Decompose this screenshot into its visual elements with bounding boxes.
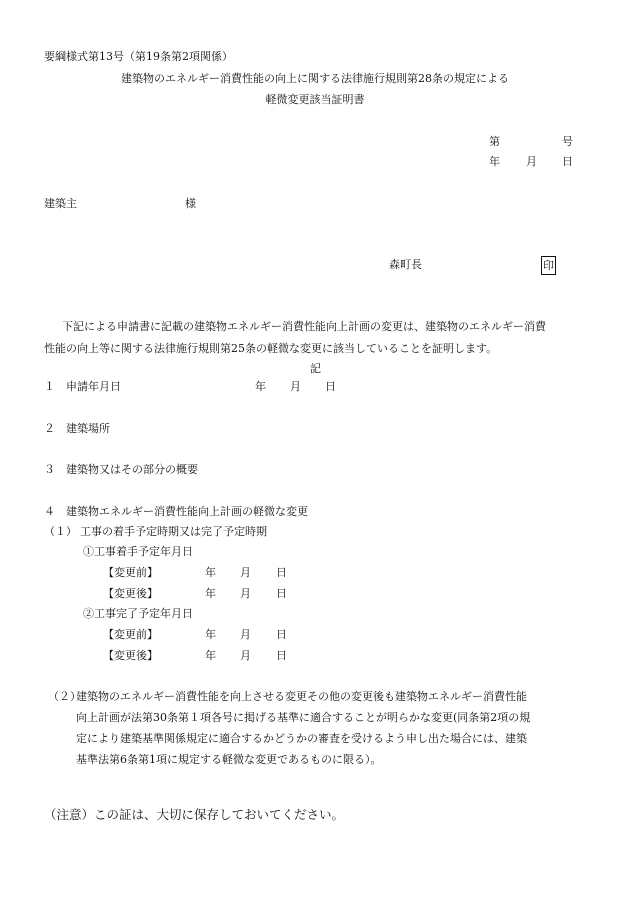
item1-month: 月 [290, 380, 301, 393]
finish-before-month: 月 [240, 628, 251, 641]
sub1-label: 工事の着手予定時期又は完了予定時期 [80, 525, 267, 538]
note-text: （注意）この証は、大切に保存しておいてください。 [44, 807, 345, 822]
item1-label: 申請年月日 [66, 380, 121, 393]
start-after-label: 【変更後】 [103, 587, 158, 600]
item4-number: ４ [44, 505, 55, 518]
item1-day: 日 [325, 380, 336, 393]
finish-before-label: 【変更前】 [103, 628, 158, 641]
item4-label: 建築物エネルギー消費性能向上計画の軽微な変更 [66, 505, 308, 518]
doc-number-prefix: 第 [489, 135, 500, 148]
doc-number-suffix: 号 [562, 135, 573, 148]
document-title-line1: 建築物のエネルギー消費性能の向上に関する法律施行規則第28条の規定による [121, 72, 509, 85]
sub2-number: （２） [48, 690, 81, 703]
finish-after-year: 年 [205, 649, 216, 662]
sub2-text-line3: 定により建築基準関係規定に適合するかどうかの審査を受けるよう申し出た場合には、建築 [76, 732, 527, 745]
finish-after-month: 月 [240, 649, 251, 662]
sub2-text-line4: 基準法第6条第1項に規定する軽微な変更であるものに限る）。 [76, 753, 382, 766]
start-before-day: 日 [276, 566, 287, 579]
ki-heading: 記 [310, 362, 321, 375]
form-number: 要綱様式第13号（第19条第2項関係） [44, 50, 233, 63]
issue-date-month: 月 [526, 155, 537, 168]
document-title-line2: 軽微変更該当証明書 [265, 93, 365, 106]
finish-after-label: 【変更後】 [103, 649, 158, 662]
finish-date-heading: ②工事完了予定年月日 [83, 607, 193, 620]
item2-number: ２ [44, 422, 55, 435]
item1-number: １ [44, 380, 55, 393]
start-after-day: 日 [276, 587, 287, 600]
start-after-year: 年 [205, 587, 216, 600]
finish-before-year: 年 [205, 628, 216, 641]
body-text-line1: 下記による申請書に記載の建築物エネルギー消費性能向上計画の変更は、建築物のエネルギー消費 [62, 320, 546, 333]
issue-date-year: 年 [489, 155, 500, 168]
sub2-text-line1: 建築物のエネルギー消費性能を向上させる変更その他の変更後も建築物エネルギー消費性能 [76, 690, 527, 703]
item3-label: 建築物又はその部分の概要 [66, 463, 198, 476]
sub2-text-line2: 向上計画が法第30条第１項各号に掲げる基準に適合することが明らかな変更(同条第2項の規 [76, 711, 531, 724]
item2-label: 建築場所 [66, 422, 110, 435]
start-before-month: 月 [240, 566, 251, 579]
finish-after-day: 日 [276, 649, 287, 662]
start-before-year: 年 [205, 566, 216, 579]
issuer-name: 森町長 [389, 258, 422, 271]
issue-date-day: 日 [562, 155, 573, 168]
sub1-number: （１） [44, 525, 77, 538]
start-before-label: 【変更前】 [103, 566, 158, 579]
finish-before-day: 日 [276, 628, 287, 641]
item1-year: 年 [255, 380, 266, 393]
start-after-month: 月 [240, 587, 251, 600]
addressee-label: 建築主 [44, 197, 77, 210]
addressee-honorific: 様 [185, 197, 196, 210]
start-date-heading: ①工事着手予定年月日 [83, 545, 193, 558]
body-text-line2: 性能の向上等に関する法律施行規則第25条の軽微な変更に該当していることを証明します。 [44, 342, 498, 355]
item3-number: ３ [44, 463, 55, 476]
seal-mark: 印 [541, 256, 556, 275]
